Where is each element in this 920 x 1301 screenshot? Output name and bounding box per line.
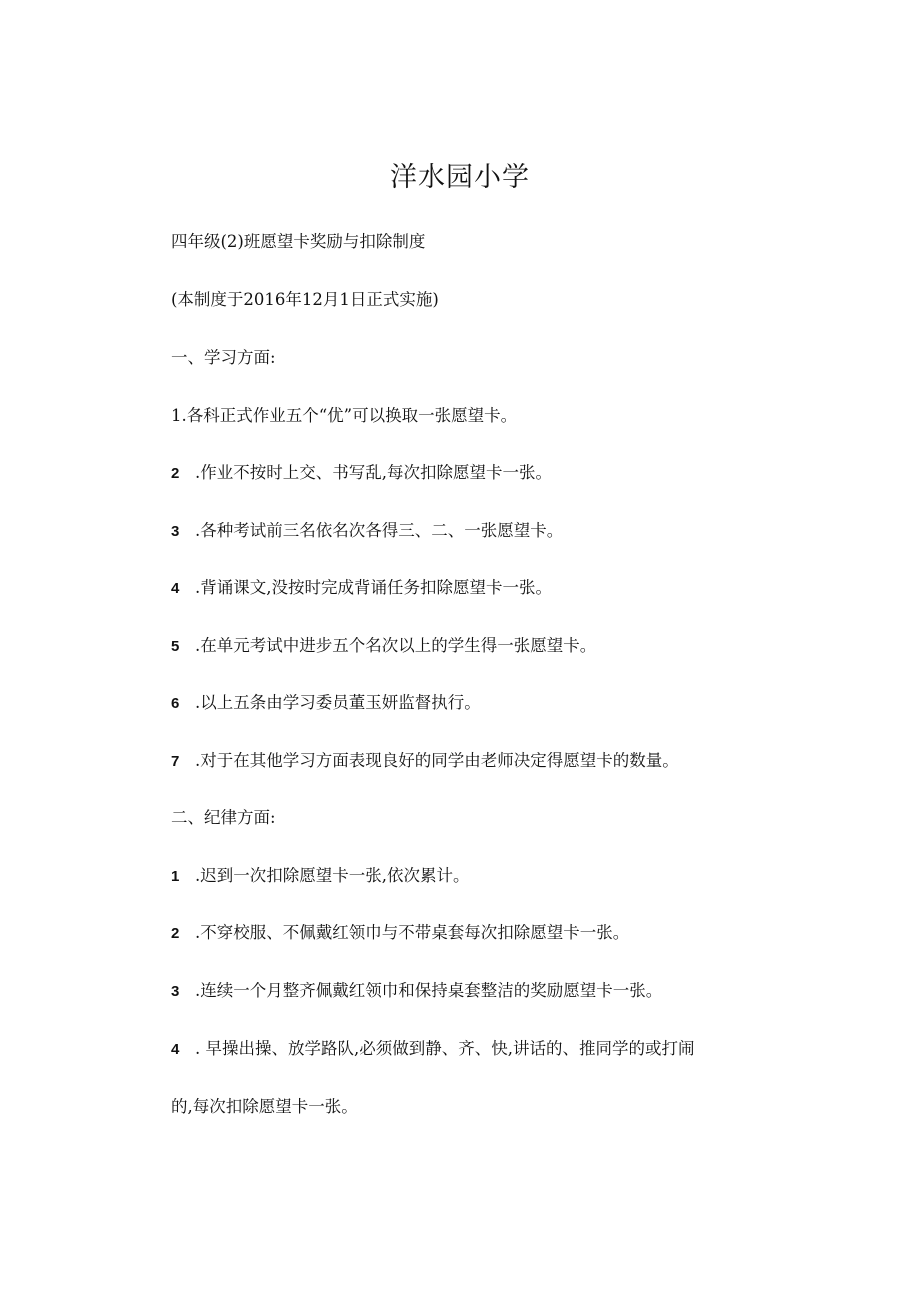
section-heading-study: 一、学习方面: [171,348,276,367]
item-text: .不穿校服、不佩戴红领巾与不带桌套每次扣除愿望卡一张。 [195,923,630,942]
document-subtitle: 四年级(2)班愿望卡奖励与扣除制度 [171,232,426,251]
item-text: .对于在其他学习方面表现良好的同学由老师决定得愿望卡的数量。 [195,751,679,770]
study-item-5 [171,634,596,659]
item-text: .各种考试前三名依名次各得三、二、一张愿望卡。 [195,521,564,540]
item-number: 2 [171,925,180,942]
discipline-item-2 [171,921,629,946]
item-text: .迟到一次扣除愿望卡一张,依次累计。 [195,866,470,885]
discipline-item-1 [171,864,470,889]
item-number: 2 [171,465,180,482]
item-number: 1 [171,868,180,885]
study-item-3 [171,519,563,544]
study-item-7 [171,749,679,774]
item-text: .背诵课文,没按时完成背诵任务扣除愿望卡一张。 [195,578,552,597]
study-item-4 [171,576,552,601]
item-number: 5 [171,638,180,655]
item-number: 4 [171,580,180,597]
item-number: 7 [171,753,180,770]
study-item-2 [171,461,552,486]
item-number: 6 [171,695,180,712]
item-text: .连续一个月整齐佩戴红领巾和保持桌套整洁的奖励愿望卡一张。 [195,981,663,1000]
item-text: . 早操出操、放学路队,必须做到静、齐、快,讲话的、推同学的或打闹 [195,1039,695,1058]
effective-date: (本制度于2016年12月1日正式实施) [171,290,439,309]
section-heading-discipline: 二、纪律方面: [171,808,276,827]
discipline-item-4-continued: 的,每次扣除愿望卡一张。 [171,1097,358,1116]
study-item-6 [171,691,481,716]
item-number: 3 [171,523,180,540]
study-item-1: 1.各科正式作业五个“优”可以换取一张愿望卡。 [171,406,518,425]
discipline-item-4 [171,1037,694,1062]
item-text: .以上五条由学习委员董玉妍监督执行。 [195,693,481,712]
item-number: 3 [171,983,180,1000]
school-title: 洋水园小学 [390,162,530,193]
item-text: .作业不按时上交、书写乱,每次扣除愿望卡一张。 [195,463,552,482]
item-text: .在单元考试中进步五个名次以上的学生得一张愿望卡。 [195,636,597,655]
item-number: 4 [171,1041,180,1058]
discipline-item-3 [171,979,662,1004]
